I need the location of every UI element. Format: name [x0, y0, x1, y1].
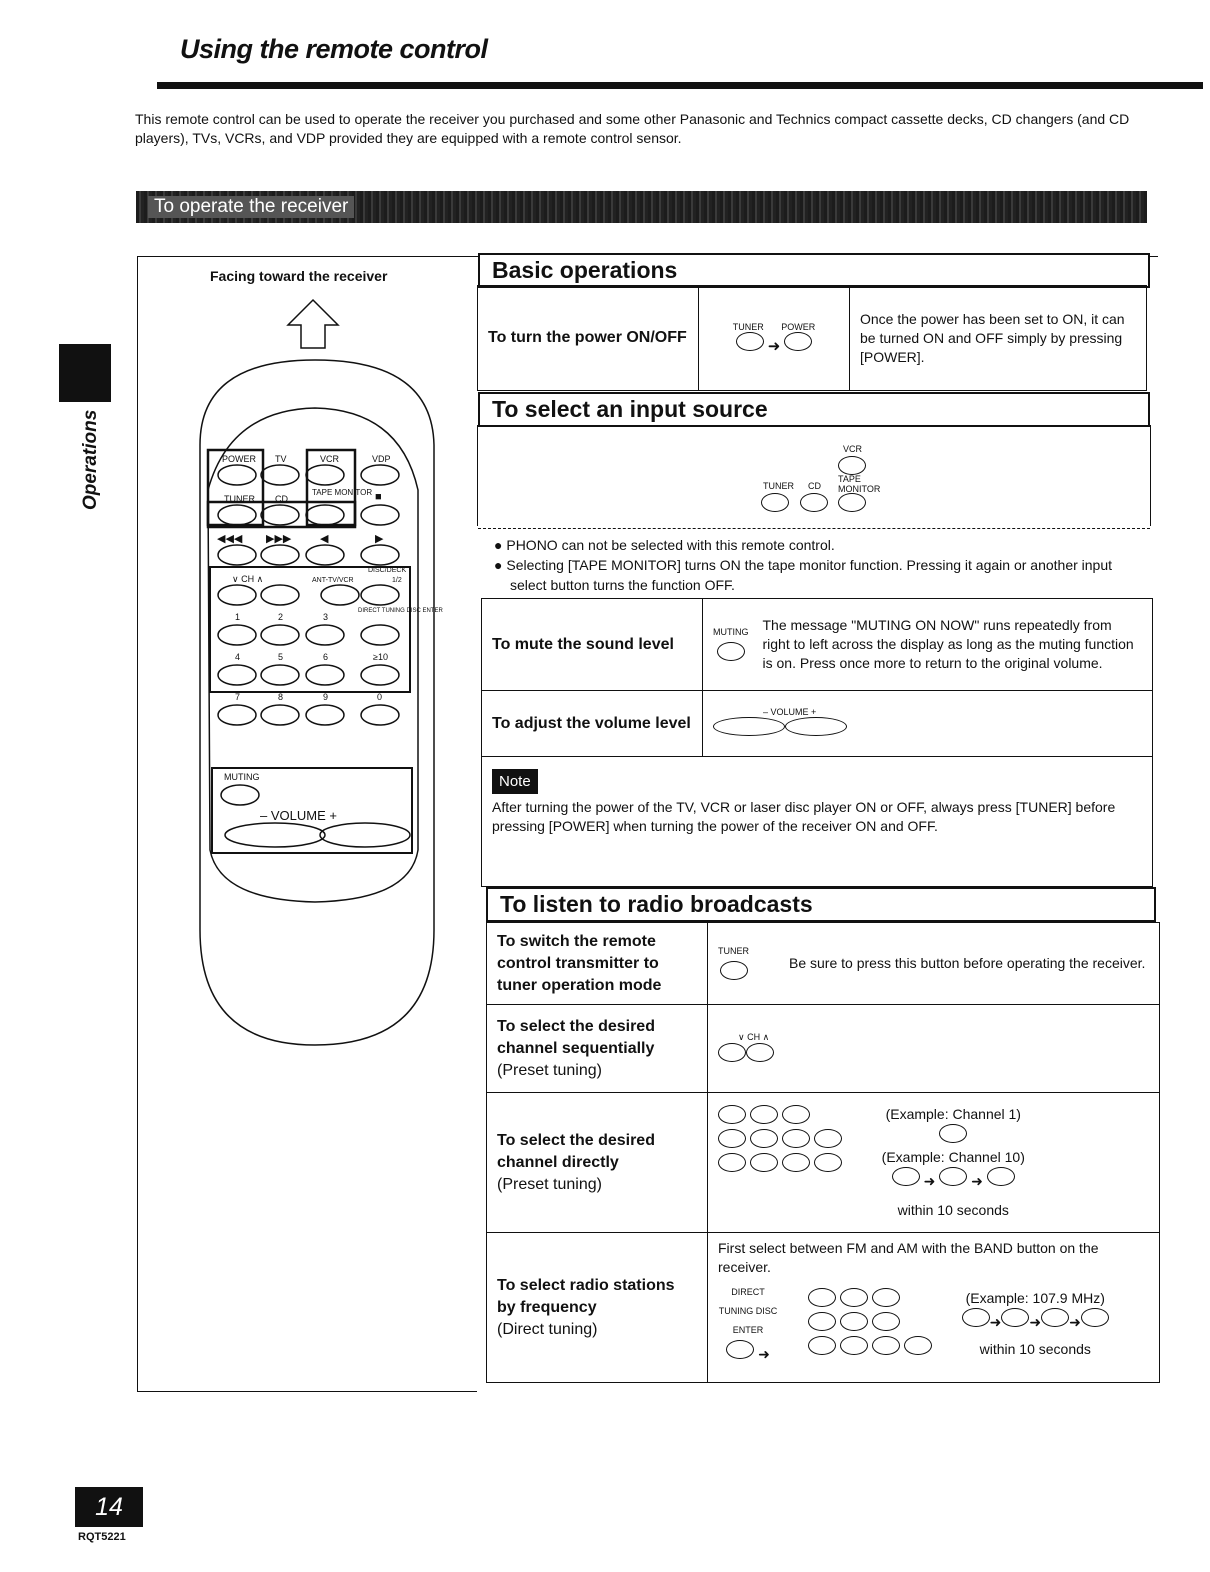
within-1: within 10 seconds — [897, 1202, 1009, 1218]
freq-sub: (Direct tuning) — [497, 1320, 598, 1338]
svg-text:∨ CH ∧: ∨ CH ∧ — [232, 574, 264, 584]
direct-label: To select the desired channel directly — [497, 1131, 655, 1171]
vcr-button-icon — [838, 456, 866, 475]
svg-text:1: 1 — [235, 612, 241, 622]
note-badge: Note — [492, 769, 538, 794]
page-title: Using the remote control — [180, 34, 488, 64]
svg-text:ANT-TV/VCR: ANT-TV/VCR — [312, 577, 354, 584]
up-arrow-icon — [288, 300, 338, 348]
volume-label: To adjust the volume level — [482, 691, 703, 757]
title-rule — [157, 82, 1203, 89]
direct-tuning-icon — [726, 1340, 754, 1359]
intro-text: This remote control can be used to operate the receiver you purchased and some other Panasonic and Technics compact cassette decks, CD changers (and CD players), TVs, VCRs, and VDP provided they are equipped with a remote control sensor. — [135, 111, 1130, 146]
svg-text:2: 2 — [278, 612, 284, 622]
ch-up-icon — [746, 1043, 774, 1062]
power-desc: Once the power has been set to ON, it can be turned ON and OFF simply by pressing [POWER]. — [850, 286, 1147, 391]
svg-text:■: ■ — [375, 491, 382, 503]
direct-label-cell — [487, 1093, 708, 1233]
cd-button-icon — [800, 493, 828, 512]
note-1: PHONO can not be selected with this remote control. — [506, 537, 835, 553]
svg-text:VDP: VDP — [372, 454, 391, 464]
numpad-icons — [718, 1105, 842, 1177]
mute-desc: The message "MUTING ON NOW" runs repeatedly from right to left across the display as long as the muting function is on. Press once more to return to the original volume. — [762, 617, 1134, 671]
svg-text:9: 9 — [323, 692, 329, 702]
svg-text:▶: ▶ — [375, 533, 384, 545]
volume-down-icon — [713, 717, 785, 736]
svg-text:3: 3 — [323, 612, 329, 622]
tuner-label: TUNER — [732, 321, 764, 332]
muting-button-icon — [717, 642, 745, 661]
facing-label: Facing toward the receiver — [210, 268, 388, 284]
mute-label: To mute the sound level — [482, 599, 703, 691]
svg-text:▶▶▶: ▶▶▶ — [266, 533, 292, 545]
svg-text:VCR: VCR — [320, 454, 340, 464]
muting-label: MUTING — [713, 627, 749, 637]
freq-cell: First select between FM and AM with the BAND button on the receiver. DIRECT TUNING DISC ENTER ➜ (Example: 107.9 MHz) ➜ ➜ ➜ within 10 seconds — [708, 1233, 1160, 1383]
seq-cell — [708, 1005, 1160, 1093]
radio-heading: To listen to radio broadcasts — [486, 887, 1156, 922]
seq-sub: (Preset tuning) — [497, 1061, 602, 1079]
switch-cell — [708, 923, 1160, 1005]
svg-text:POWER: POWER — [222, 454, 257, 464]
example-ch1: (Example: Channel 1) — [885, 1106, 1021, 1122]
svg-text:◀◀◀: ◀◀◀ — [217, 533, 243, 545]
doc-code: RQT5221 — [78, 1531, 126, 1543]
side-label: Operations — [80, 409, 101, 510]
svg-text:TUNER: TUNER — [224, 494, 255, 504]
page-number: 14 — [75, 1487, 143, 1527]
svg-text:1/2: 1/2 — [392, 577, 402, 584]
svg-text:0: 0 — [377, 692, 383, 702]
numpad-icons-2 — [808, 1288, 932, 1360]
input-heading: To select an input source — [478, 392, 1150, 427]
dashed-divider — [478, 528, 1150, 529]
power-buttons: TUNER POWER ➜ — [699, 286, 850, 391]
volume-btn-label: – VOLUME + — [763, 707, 817, 717]
note-text: After turning the power of the TV, VCR or laser disc player ON or OFF, always press [TUNER] before pressing [POWER] when turning the power of the receiver ON and OFF. — [492, 799, 1116, 834]
freq-label: To select radio stations by frequency — [497, 1276, 675, 1316]
switch-tuner-label: TUNER — [718, 946, 749, 956]
svg-text:MUTING: MUTING — [224, 772, 260, 782]
basic-heading: Basic operations — [478, 253, 1150, 288]
power-btn-label: POWER — [781, 321, 816, 332]
switch-desc: Be sure to press this button before operating the receiver. — [789, 955, 1146, 971]
svg-text:CD: CD — [275, 494, 288, 504]
basic-table — [477, 285, 1147, 391]
svg-text:DISC/DECK: DISC/DECK — [368, 567, 407, 574]
example-ch10: (Example: Channel 10) — [881, 1149, 1025, 1165]
svg-text:4: 4 — [235, 652, 241, 662]
input-buttons-box — [477, 425, 1151, 526]
ch-label: ∨ CH ∧ — [738, 1031, 770, 1042]
svg-text:≥10: ≥10 — [373, 652, 388, 662]
seq-label: To select the desired channel sequentially — [497, 1017, 655, 1057]
freq-intro: First select between FM and AM with the BAND button on the receiver. — [718, 1240, 1099, 1275]
section-banner — [136, 191, 1147, 223]
switch-tuner-icon — [720, 961, 748, 980]
svg-text:◀: ◀ — [320, 533, 329, 545]
ch-down-icon — [718, 1043, 746, 1062]
banner-text: To operate the receiver — [148, 196, 354, 218]
vcr-label: VCR — [843, 444, 863, 454]
svg-text:DIRECT TUNING DISC ENTER: DIRECT TUNING DISC ENTER — [358, 608, 443, 614]
side-tab — [59, 344, 111, 402]
volume-cell — [703, 691, 1153, 757]
svg-text:7: 7 — [235, 692, 241, 702]
mute-volume-table — [481, 598, 1153, 887]
note-2: Selecting [TAPE MONITOR] turns ON the tape monitor function. Pressing it again or another input select button turns the function OFF. — [506, 557, 1113, 593]
within-2: within 10 seconds — [979, 1340, 1091, 1357]
note-cell — [482, 757, 1153, 887]
tuner-button-icon — [736, 332, 764, 351]
power-label: To turn the power ON/OFF — [478, 286, 699, 391]
svg-text:6: 6 — [323, 652, 329, 662]
radio-table — [486, 922, 1160, 1383]
mute-cell — [703, 599, 1153, 691]
direct-cell: (Example: Channel 1) (Example: Channel 10) ➜ ➜ within 10 seconds — [708, 1093, 1160, 1233]
volume-up-icon — [785, 717, 847, 736]
tape-label: TAPE MONITOR — [838, 474, 881, 494]
tuner-button-icon-2 — [761, 493, 789, 512]
ch1-icon — [939, 1124, 967, 1143]
cd-label: CD — [808, 481, 821, 491]
switch-label: To switch the remote control transmitter to tuner operation mode — [487, 923, 708, 1005]
svg-text:TAPE MONITOR: TAPE MONITOR — [312, 488, 373, 497]
svg-text:– VOLUME +: – VOLUME + — [260, 808, 337, 823]
svg-text:5: 5 — [278, 652, 284, 662]
input-notes: ● PHONO can not be selected with this remote control. ● Selecting [TAPE MONITOR] turns ON the tape monitor function. Pressing it again or another input select button turns the function OFF. — [494, 537, 1113, 593]
direct-sub: (Preset tuning) — [497, 1175, 602, 1193]
tape-button-icon — [838, 493, 866, 512]
example-freq: (Example: 107.9 MHz) — [965, 1289, 1105, 1306]
tuner-label-2: TUNER — [763, 481, 794, 491]
remote-illustration — [180, 290, 450, 1060]
direct-tuning-label: DIRECT TUNING DISC ENTER — [718, 1287, 778, 1335]
power-button-icon — [784, 332, 812, 351]
freq-label-cell — [487, 1233, 708, 1383]
svg-text:TV: TV — [275, 454, 287, 464]
seq-label-cell — [487, 1005, 708, 1093]
svg-text:8: 8 — [278, 692, 284, 702]
